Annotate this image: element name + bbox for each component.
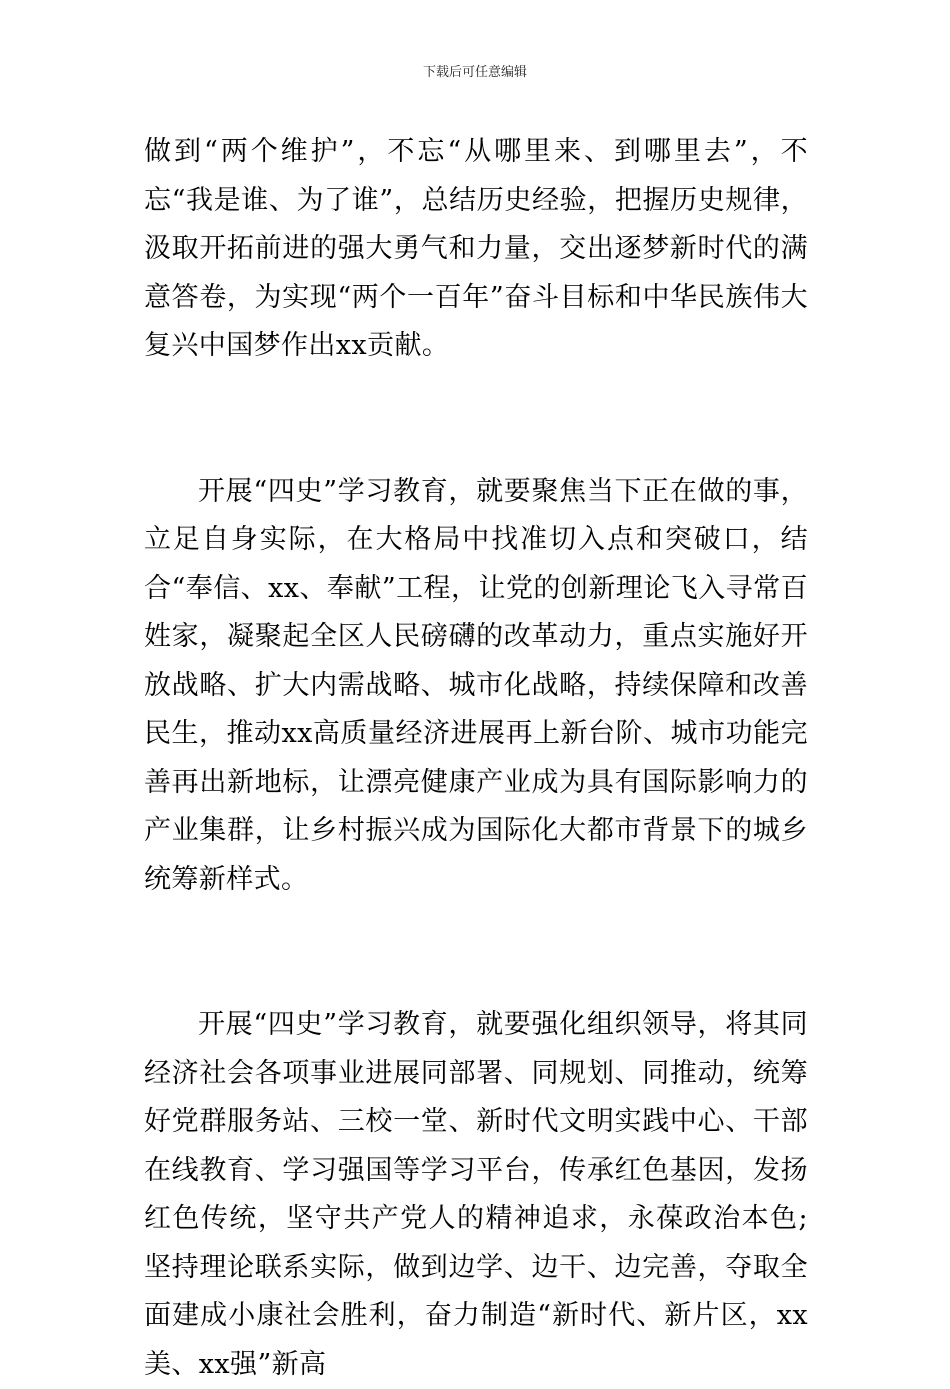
page-header: 下载后可任意编辑 [422,65,527,80]
paragraph-3: 开展“四史”学习教育，就要强化组织领导，将其同经济社会各项事业进展同部署、同规划、同推动，统筹好党群服务站、三校一堂、新时代文明实践中心、干部在线教育、学习强国等学习平台，传承红色基因，发扬红色传统，坚守共产党人的精神追求，永葆政治本色;坚持理论联系实际，做到边学、边干、边完善，夺取全面建成小康社会胜利，奋力制造“新时代、新片区，xx美、xx强”新高 [144,1009,808,1380]
document-body [144,128,808,1389]
paragraph-1: 做到“两个维护”，不忘“从哪里来、到哪里去”，不忘“我是谁、为了谁”，总结历史经验，把握历史规律，汲取开拓前进的强大勇气和力量，交出逐梦新时代的满意答卷，为实现“两个一百年”奋斗目标和中华民族伟大复兴中国梦作出xx贡献。 [144,136,808,361]
paragraph-spacer [144,904,808,1001]
paragraph-spacer [144,371,808,468]
paragraph-2: 开展“四史”学习教育，就要聚焦当下正在做的事，立足自身实际，在大格局中找准切入点和突破口，结合“奉信、xx、奉献”工程，让党的创新理论飞入寻常百姓家，凝聚起全区人民磅礴的改革动力，重点实施好开放战略、扩大内需战略、城市化战略，持续保障和改善民生，推动xx高质量经济进展再上新台阶、城市功能完善再出新地标，让漂亮健康产业成为具有国际影响力的产业集群，让乡村振兴成为国际化大都市背景下的城乡统筹新样式。 [144,475,808,895]
